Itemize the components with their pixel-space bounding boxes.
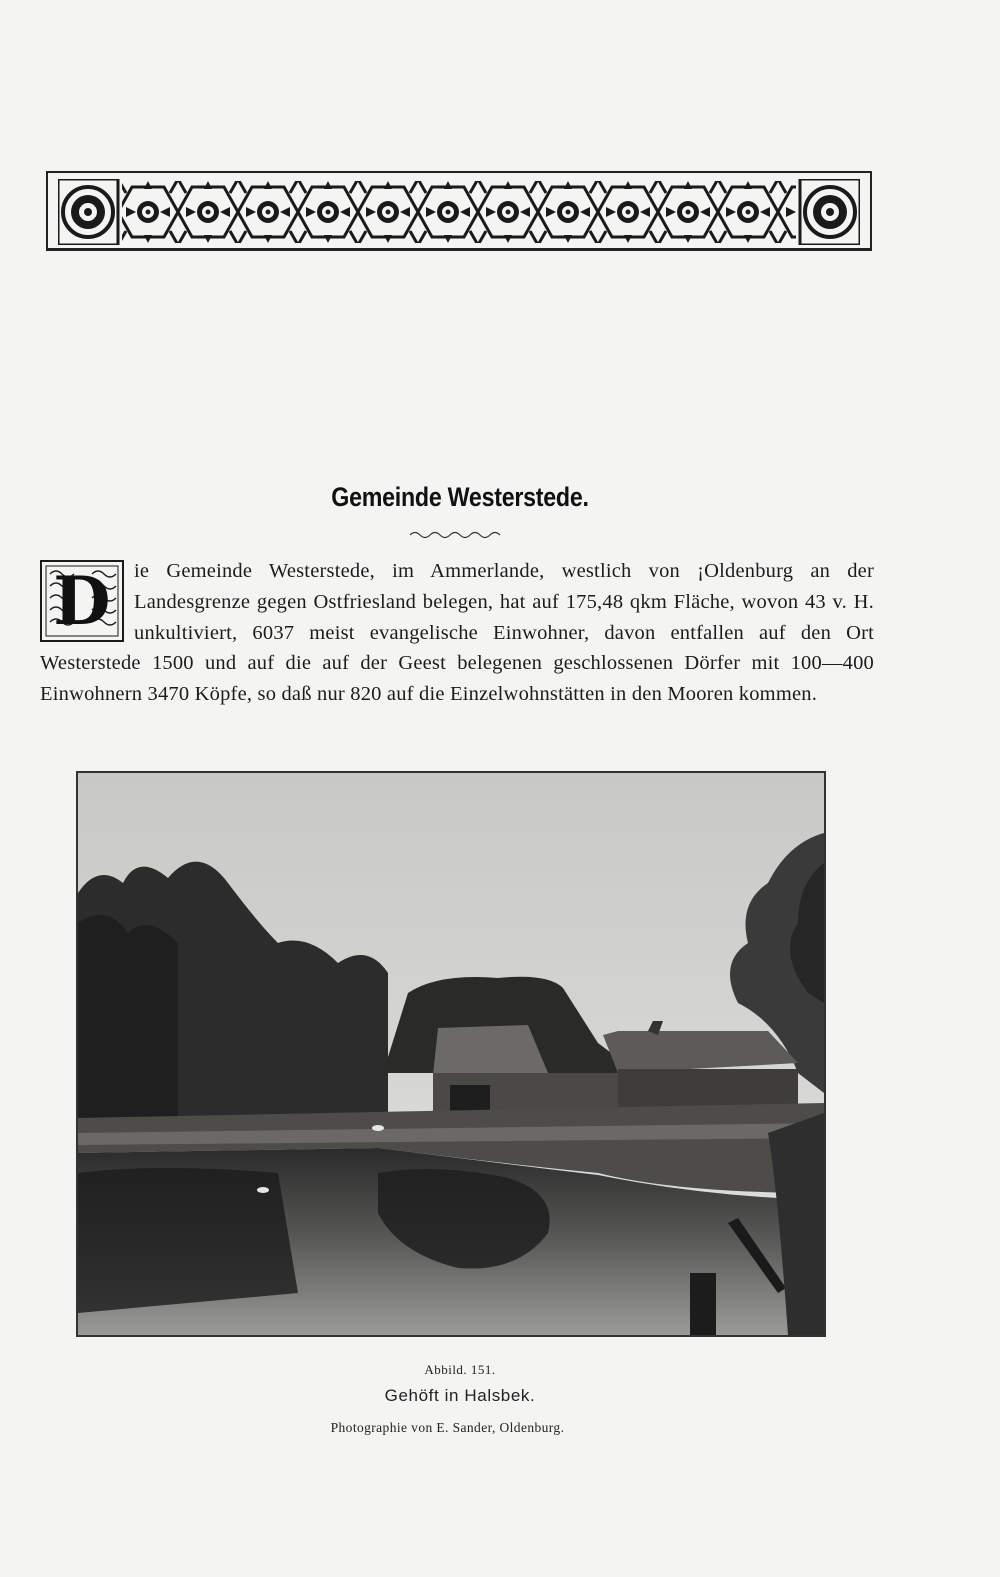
- figure-number: Abbild. 151.: [424, 1362, 496, 1377]
- photo-credit: Photographie von E. Sander, Oldenburg.: [330, 1420, 565, 1435]
- farmstead-photograph: [76, 771, 826, 1337]
- ornament-pattern-graphic: [58, 179, 860, 245]
- body-paragraph: [40, 556, 874, 710]
- figure-caption: Gehöft in Halsbek.: [384, 1386, 536, 1405]
- paragraph-text: ie Gemeinde Westerstede, im Ammerlande, westlich von ¡Oldenburg an der Landesgrenze gegen Ostfriesland belegen, hat auf 175,48 qkm Fläche, wovon 43 v. H. unkultiviert, 6037 meist evangelische Einwohner, davon entfallen auf den Ort Westerstede 1500 und auf die auf der Geest belegenen geschlossenen Dörfer mit 100—400 Einwohnern 3470 Köpfe, so daß nur 820 auf die Einzelwohnstätten in den Mooren kommen.: [40, 560, 874, 706]
- ornamental-header-band: [46, 171, 872, 251]
- drop-cap-letter: D: [53, 562, 111, 640]
- drop-cap: [40, 560, 124, 642]
- farmstead-photograph-image: [78, 773, 824, 1335]
- page-title: Gemeinde Westerstede.: [331, 482, 589, 512]
- title-underline-flourish: [410, 530, 504, 540]
